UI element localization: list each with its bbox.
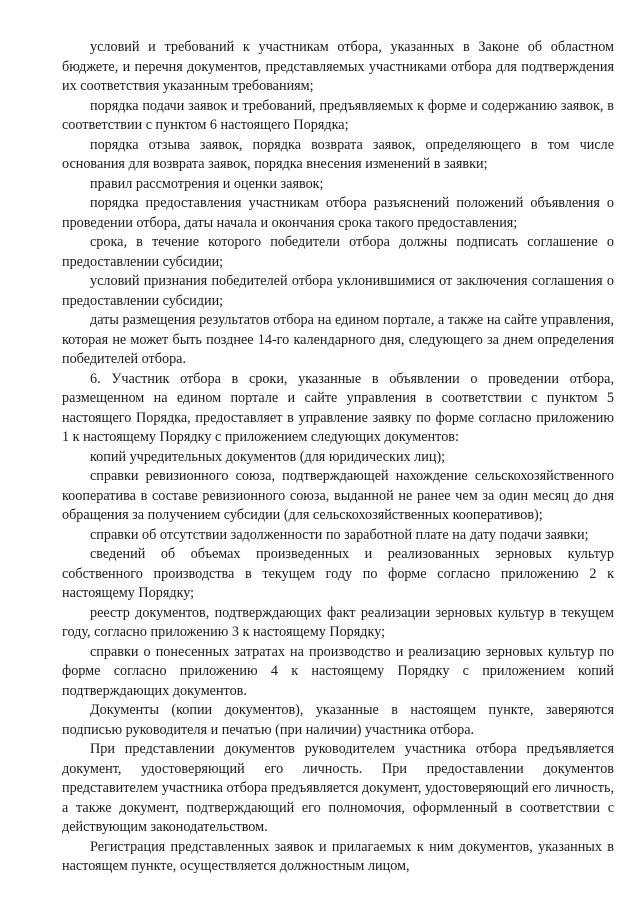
paragraph-clarifications: порядка предоставления участникам отбора разъяснений положений объявления о проведении отбора, даты начала и окончания срока такого предоставления; [62, 195, 614, 231]
paragraph-submission-order: порядка подачи заявок и требований, предъявляемых к форме и содержанию заявок, в соответствии с пунктом 6 настоящего Порядка; [62, 97, 614, 133]
paragraph-requirements: условий и требований к участникам отбора, указанных в Законе об областном бюджете, и перечня документов, представляемых участниками отбора для подтверждения их соответствия указанным требованиям; [62, 39, 614, 94]
paragraph-founding-docs: копий учредительных документов (для юридических лиц); [90, 448, 446, 465]
paragraph-identity-documents: При представлении документов руководителем участника отбора предъявляется документ, удостоверяющий его личность. При предоставлении документов представителем участника отбора предъявляется документ, удостоверяющий его личность, а также документ, подтверждающий его полномочия, оформленный в соответствии с действующим законодательством. [62, 741, 614, 835]
paragraph-grain-volume-info: сведений об объемах произведенных и реализованных зерновых культур собственного производства в текущем году по форме согласно приложению 2 к настоящему Порядку; [62, 546, 614, 601]
paragraph-registration: Регистрация представленных заявок и прилагаемых к ним документов, указанных в настоящем пункте, осуществляется должностным лицом, [62, 838, 614, 874]
paragraph-no-debt-certificate: справки об отсутствии задолженности по заработной плате на дату подачи заявки; [90, 526, 589, 543]
paragraph-results-date: даты размещения результатов отбора на едином портале, а также на сайте управления, которая не может быть позднее 14-го календарного дня, следующего за днем определения победителей отбора. [62, 312, 614, 367]
paragraph-costs-certificate: справки о понесенных затратах на производство и реализацию зерновых культур по форме согласно приложению 4 к настоящему Порядку с приложением копий подтверждающих документов. [62, 643, 614, 699]
paragraph-certification: Документы (копии документов), указанные в настоящем пункте, заверяются подписью руководителя и печатью (при наличии) участника отбора. [62, 702, 614, 738]
paragraph-signing-deadline: срока, в течение которого победители отбора должны подписать соглашение о предоставлении субсидии; [62, 234, 614, 270]
paragraph-audit-union-certificate: справки ревизионного союза, подтверждающей нахождение сельскохозяйственного кооператива в составе ревизионного союза, выданной не ранее чем за один месяц до дня обращения за получением субсидии (для сельскохозяйственных кооперативов); [62, 468, 614, 523]
paragraph-evasion-conditions: условий признания победителей отбора уклонившимися от заключения соглашения о предоставлении субсидии; [62, 273, 614, 309]
paragraph-withdrawal-order: порядка отзыва заявок, порядка возврата заявок, определяющего в том числе основания для возврата заявок, порядка внесения изменений в заявки; [62, 136, 614, 172]
paragraph-sales-registry: реестр документов, подтверждающих факт реализации зерновых культур в текущем году, согласно приложению 3 к настоящему Порядку; [62, 604, 614, 640]
paragraph-review-rules: правил рассмотрения и оценки заявок; [90, 175, 324, 192]
paragraph-clause-6: 6. Участник отбора в сроки, указанные в объявлении о проведении отбора, размещенном на едином портале и сайте управления в соответствии с пунктом 5 настоящего Порядка, предоставляет в управление заявку по форме согласно приложению 1 к настоящему Порядку с приложением следующих документов: [62, 370, 614, 445]
